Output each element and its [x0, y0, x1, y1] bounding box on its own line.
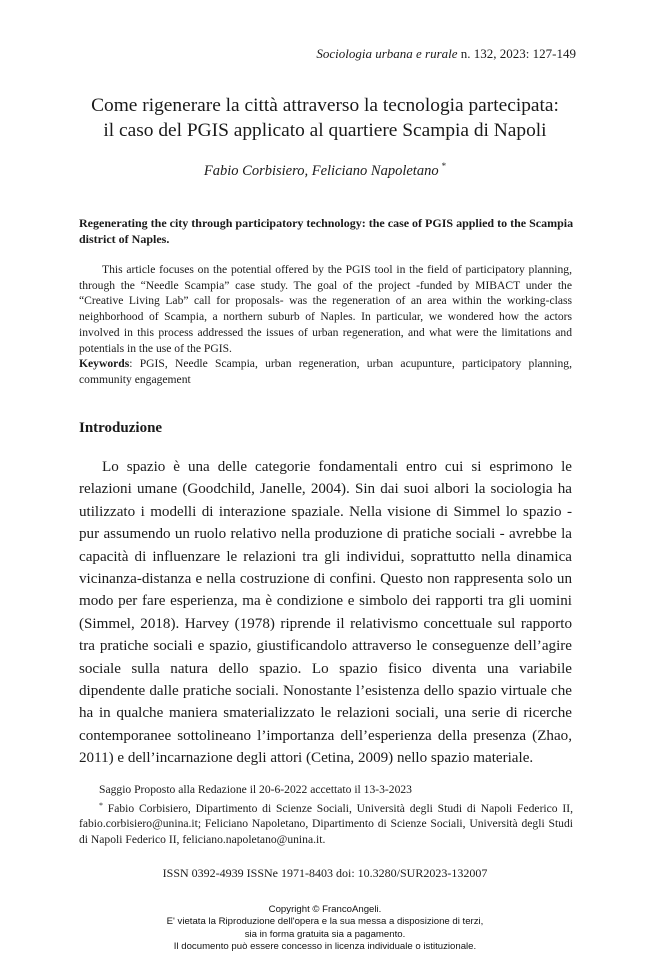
journal-name: Sociologia urbana e rurale: [316, 46, 458, 61]
issn-doi-line: ISSN 0392-4939 ISSNe 1971-8403 doi: 10.3280/SUR2023-132007: [162, 866, 488, 880]
section-heading: Introduzione: [79, 420, 163, 436]
copyright-line-1: Copyright © FrancoAngeli.: [268, 904, 382, 915]
keywords: [79, 356, 572, 387]
submission-note: Saggio Proposto alla Redazione il 20-6-2022 accettato il 13-3-2023: [99, 783, 412, 796]
author-footnote-mark: *: [441, 161, 447, 171]
author-names: Fabio Corbisiero, Feliciano Napoletano: [203, 163, 439, 179]
copyright-notice: [40, 904, 610, 953]
abstract-text: This article focuses on the potential offered by the PGIS tool in the field of participatory planning, through the “Needle Scampia” case study. The goal of the project -funded by MIBACT under the “Creative Living Lab” call for proposals- was the regeneration of an area within the working-class neighborhood of Scampia, a northern suburb of Naples. In particular, we wondered how the actors involved in this process addressed the issues of urban regeneration, and what were the limitations and potentials in the use of the PGIS.: [79, 263, 572, 355]
article-title-line-2: il caso del PGIS applicato al quartiere Scampia di Napoli: [103, 120, 547, 141]
affiliation-text: Fabio Corbisiero, Dipartimento di Scienze Sociali, Università degli Studi di Napoli Federico II, fabio.corbisiero@unina.it; Feliciano Napoletano, Dipartimento di Scienze Sociali, Università degli Studi di Napoli Federico II, feliciano.napoletano@unina.it.: [79, 801, 573, 846]
copyright-line-4: Il documento può essere concesso in licenza individuale o istituzionale.: [173, 940, 477, 952]
article-title: [40, 93, 610, 143]
abstract: [79, 262, 572, 388]
copyright-line-2: E' vietata la Riproduzione dell'opera e la sua messa a disposizione di terzi,: [166, 916, 484, 928]
footnotes: [79, 782, 573, 847]
journal-issue: n. 132, 2023: 127-149: [457, 46, 576, 61]
copyright-line-3: sia in forma gratuita sia a pagamento.: [244, 928, 406, 940]
body-paragraph: Lo spazio è una delle categorie fondamentali entro cui si esprimono le relazioni umane (Goodchild, Janelle, 2004). Sin dai suoi albori la sociologia ha utilizzato i modelli di interazione spaziale. Nella visione di Simmel lo spazio - pur assumendo un ruolo relativo nella produzione di pratiche sociali - avrebbe la capacità di influenzare le relazioni tra gli individui, soprattutto nella dinamica vicinanza-distanza e nella costruzione di confini. Questo non rappresenta solo un modo per fare esperienza, ma è condizione e simbolo dei rapporti tra gli uomini (Simmel, 2018). Harvey (1978) riprende il relativismo concettuale sul rapporto tra pratiche sociali e spazio, giustificandolo attraverso le conseguenze dell’agire sociale sulla natura dello spazio. Lo spazio fisico diventa una variabile dipendente dalle pratiche sociali. Nonostante l’esistenza dello spazio virtuale che ha in qualche maniera smaterializzato le relazioni sociali, una serie di ricerche contemporanee sottolineano l’importanza dell’esperienza della presenza (Zhao, 2011) e dell’incarnazione degli attori (Cetina, 2009) nello spazio materiale.: [79, 459, 572, 767]
keywords-list: : PGIS, Needle Scampia, urban regeneration, urban acupunture, participatory planning, community engagement: [79, 357, 572, 386]
affiliation-mark: *: [99, 800, 103, 810]
keywords-label: Keywords: [79, 357, 130, 371]
article-title-line-1: Come rigenerare la città attraverso la tecnologia partecipata:: [91, 95, 559, 116]
english-title: Regenerating the city through participatory technology: the case of PGIS applied to the Scampia district of Naples.: [79, 216, 574, 246]
journal-header: [316, 46, 576, 62]
authors: [40, 161, 610, 180]
affiliation-note: [79, 798, 573, 848]
